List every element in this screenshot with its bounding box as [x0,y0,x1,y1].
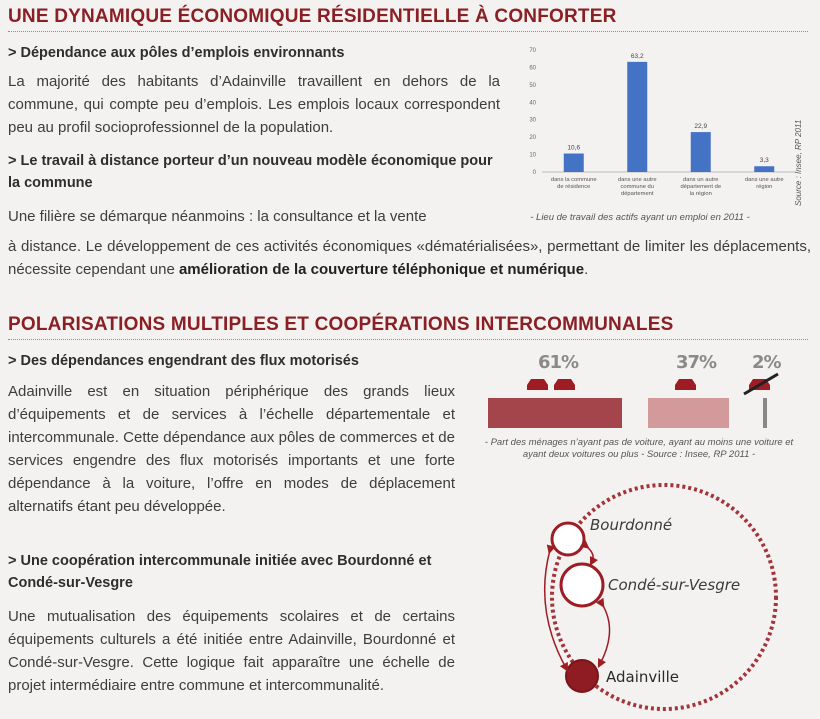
section2-title: POLARISATIONS MULTIPLES ET COOPÉRATIONS INTERCOMMUNALES [8,314,808,340]
bar-1 [627,62,647,172]
subheading-motorized-flows: > Des dépendances engendrant des flux motorisés [8,353,359,369]
cooperation-diagram [514,480,814,715]
subheading-remote-work: > Le travail à distance porteur d’un nouveau modèle économique pour la commune [8,153,493,191]
chart-caption: - Lieu de travail des actifs ayant un emploi en 2011 - [530,212,750,223]
y-tick-label: 60 [529,65,536,72]
pct-one-car: 37% [676,352,717,373]
pct-two-cars: 2% [752,352,781,373]
bar-two-cars [763,398,767,428]
y-tick-label: 20 [529,135,536,142]
two-cars-icon [524,374,584,394]
paragraph-remote-work [8,235,811,281]
paragraph-remote-work-end: . [584,261,589,278]
y-tick-label: 10 [529,152,536,159]
link-bourdonne-conde [586,546,593,562]
label-bourdonne: Bourdonné [590,516,673,534]
category-label: dans une autre région [744,177,784,190]
node-adainville [566,660,598,692]
bar-3 [754,166,774,172]
data-label: 3,3 [759,157,769,165]
paragraph-motorized-flows: Adainville est en situation périphérique des grands lieux d’équipements et de services à l’échelle départementale et intercommunale. Cette dépendance aux pôles de commerces et de services engendre des flux motorisés importants et une forte dépendance à la voiture, l’offre en modes de déplacement alternatifs étant peu développée. [8,383,455,515]
pct-no-car: 61% [538,352,579,373]
paragraph-cooperation: Une mutualisation des équipements scolaires et de certains équipements culturels a été initiée entre Adainville, Bourdonné et Condé-sur-Vesgre. Cette logique fait apparaître une échelle de projet intermédiaire entre commune et intercommunalité. [8,608,455,694]
bar-2 [691,132,711,172]
y-tick-label: 50 [529,82,536,89]
category-label: dans un autre département de la région [680,177,722,197]
link-conde-adainville [600,604,610,664]
car-ownership-graphic [488,350,788,430]
workplace-bar-chart [520,42,802,214]
car-caption: - Part des ménages n’ayant pas de voiture, ayant au moins une voiture et ayant deux voitures ou plus - Source : Insee, RP 2011 - [484,437,794,460]
y-tick-label: 30 [529,117,536,124]
section1-title: UNE DYNAMIQUE ÉCONOMIQUE RÉSIDENTIELLE À CONFORTER [8,6,808,32]
y-tick-label: 40 [529,100,536,107]
paragraph-employment: La majorité des habitants d’Adainville travaillent en dehors de la commune, qui compte peu d’emplois. Les emplois locaux correspondent peu au profil socioprofessionnel de la population. [8,73,500,136]
y-tick-label: 0 [532,170,536,176]
bar-one-car [648,398,729,428]
no-car-icon [742,370,782,396]
paragraph-remote-work-start: Une filière se démarque néanmoins : la consultance et la vente [8,208,427,225]
subheading-cooperation: > Une coopération intercommunale initiée avec Bourdonné et Condé-sur-Vesgre [8,553,432,591]
category-label: dans une autre commune du département [617,177,657,197]
label-conde: Condé-sur-Vesgre [608,576,741,594]
paragraph-remote-work-text: à distance. Le développement de ces activités économiques «dématérialisées», permettant de limiter les déplacements, nécessite cependant une [8,238,811,278]
car-icon [672,374,702,394]
data-label: 63,2 [630,52,644,60]
y-tick-label: 70 [529,48,536,54]
node-conde [561,564,603,606]
subheading-employment-poles: > Dépendance aux pôles d’emplois environnants [8,45,345,61]
label-adainville: Adainville [606,668,679,686]
data-label: 10,6 [567,144,581,152]
bar-0 [564,154,584,172]
chart-source: Source : Insee, RP 2011 [794,119,803,206]
data-label: 22,9 [694,123,708,131]
node-bourdonne [552,523,584,555]
bar-no-car [488,398,622,428]
paragraph-remote-work-bold: amélioration de la couverture téléphonique et numérique [178,261,585,278]
category-label: dans la commune de résidence [550,177,597,190]
